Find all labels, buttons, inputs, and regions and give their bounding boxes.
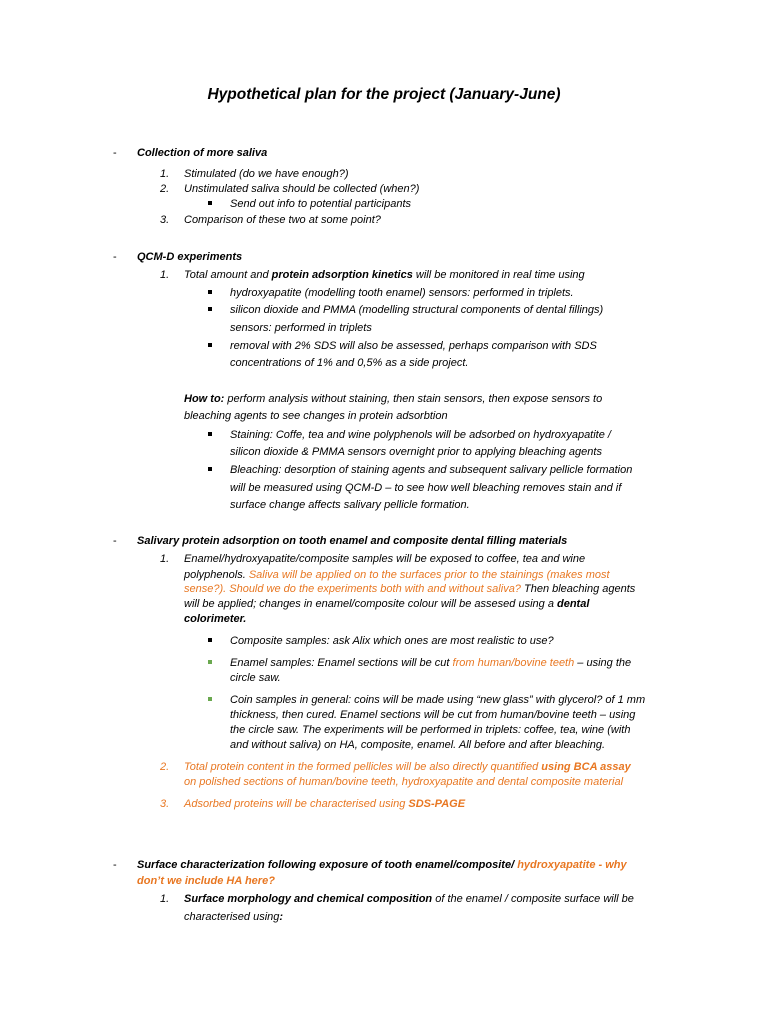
bullet-square-green <box>208 697 212 701</box>
dash-marker: - <box>113 147 117 159</box>
bullet-square <box>208 201 212 205</box>
list-item-cont: will be measured using QCM-D – to see how well bleaching removes stain and if <box>230 482 622 494</box>
list-item-cont: concentrations of 1% and 0,5% as a side project. <box>230 357 469 369</box>
bullet-square <box>208 343 212 347</box>
list-item-cont: will be applied; changes in enamel/composite colour will be assesed using a dental <box>184 598 590 610</box>
bullet-square <box>208 307 212 311</box>
list-number: 3. <box>160 798 170 810</box>
list-item: Stimulated (do we have enough?) <box>184 168 349 180</box>
list-item: Comparison of these two at some point? <box>184 214 381 226</box>
list-item-cont: colorimeter. <box>184 613 247 625</box>
dash-marker: - <box>113 859 117 871</box>
list-item-cont: characterised using: <box>184 911 284 923</box>
list-item: hydroxyapatite (modelling tooth enamel) sensors: performed in triplets. <box>230 287 574 299</box>
list-item-cont: thickness, then cured. Enamel sections will be cut from human/bovine teeth – using <box>230 709 636 721</box>
list-item-cont: sense?). Should we do the experiments both with and without saliva? Then bleaching agents <box>184 583 636 595</box>
list-item: Surface morphology and chemical composition of the enamel / composite surface will be <box>184 893 634 905</box>
list-item: Enamel samples: Enamel sections will be cut from human/bovine teeth – using the <box>230 657 632 669</box>
list-item: Composite samples: ask Alix which ones are most realistic to use? <box>230 635 554 647</box>
dash-marker: - <box>113 535 117 547</box>
list-item: Total protein content in the formed pellicles will be also directly quantified using BCA assay <box>184 761 631 773</box>
list-item-cont: silicon dioxide & PMMA sensors overnight prior to applying bleaching agents <box>230 446 602 458</box>
list-item-cont: the circle saw. The experiments will be performed in triplets: coffee, tea, wine (with <box>230 724 631 736</box>
list-item-cont: polyphenols. Saliva will be applied on to the surfaces prior to the stainings (makes most <box>184 569 610 581</box>
list-item: Enamel/hydroxyapatite/composite samples will be exposed to coffee, tea and wine <box>184 553 586 565</box>
bullet-square <box>208 432 212 436</box>
list-item: Coin samples in general: coins will be made using “new glass” with glycerol? of 1 mm <box>230 694 646 706</box>
list-item-cont: on polished sections of human/bovine teeth, hydroxyapatite and dental composite material <box>184 776 624 788</box>
bullet-square <box>208 290 212 294</box>
list-item: removal with 2% SDS will also be assessed, perhaps comparison with SDS <box>230 340 597 352</box>
list-item: Total amount and protein adsorption kinetics will be monitored in real time using <box>184 269 585 281</box>
section-heading-adsorption: Salivary protein adsorption on tooth enamel and composite dental filling materials <box>137 535 568 547</box>
list-item: Send out info to potential participants <box>230 198 412 210</box>
list-item-cont: and without saliva) on HA, composite, enamel. All before and after bleaching. <box>230 739 606 751</box>
list-item: Adsorbed proteins will be characterised using SDS-PAGE <box>184 798 466 810</box>
howto-paragraph: How to: perform analysis without staining, then stain sensors, then expose sensors to <box>184 393 603 405</box>
bullet-square <box>208 467 212 471</box>
list-number: 1. <box>160 893 170 905</box>
bullet-square <box>208 638 212 642</box>
list-item-cont: circle saw. <box>230 672 281 684</box>
list-item: Unstimulated saliva should be collected (when?) <box>184 183 420 195</box>
list-item: Bleaching: desorption of staining agents and subsequent salivary pellicle formation <box>230 464 633 476</box>
list-item: Staining: Coffe, tea and wine polyphenols will be adsorbed on hydroxyapatite / <box>230 429 611 441</box>
list-item: silicon dioxide and PMMA (modelling structural components of dental fillings) <box>230 304 604 316</box>
section-heading-surface: Surface characterization following exposure of tooth enamel/composite/ hydroxyapatite - why <box>137 859 627 871</box>
list-number: 3. <box>160 214 170 226</box>
howto-paragraph-cont: bleaching agents to see changes in protein adsorbtion <box>184 410 448 422</box>
section-heading-saliva: Collection of more saliva <box>137 147 268 159</box>
list-number: 2. <box>160 183 170 195</box>
list-item-cont: surface change affects salivary pellicle formation. <box>230 499 470 511</box>
page-title: Hypothetical plan for the project (January-June) <box>207 86 561 103</box>
section-heading-cont: don’t we include HA here? <box>137 875 275 887</box>
list-number: 1. <box>160 168 170 180</box>
list-number: 1. <box>160 269 170 281</box>
dash-marker: - <box>113 251 117 263</box>
list-item-cont: sensors: performed in triplets <box>230 322 372 334</box>
bullet-square-green <box>208 660 212 664</box>
list-number: 2. <box>160 761 170 773</box>
list-number: 1. <box>160 553 170 565</box>
section-heading-qcmd: QCM-D experiments <box>137 251 243 263</box>
